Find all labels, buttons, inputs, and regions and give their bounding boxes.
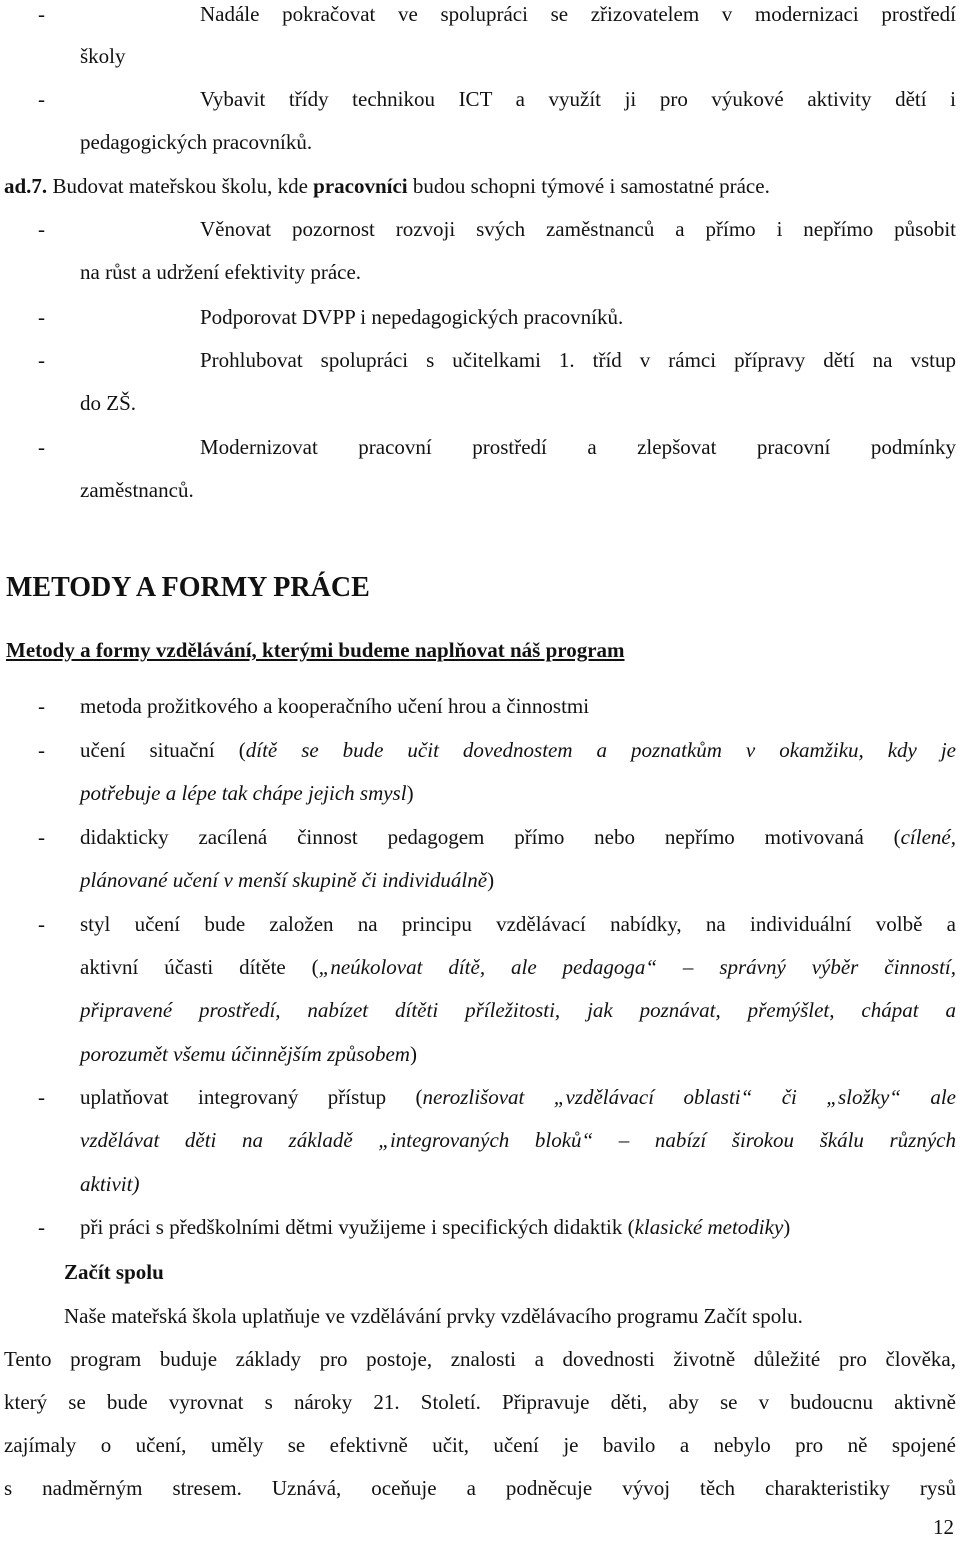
method-text-cont: aktivit)	[80, 1172, 140, 1196]
method-text-cont: připravené prostředí, nabízet dítěti příležitosti, jak poznávat, přemýšlet, chápat a	[80, 998, 956, 1022]
dash: -	[38, 1085, 45, 1109]
dash: -	[38, 217, 45, 241]
dash: -	[38, 435, 45, 459]
text-part: )	[406, 781, 414, 805]
ad7-item-text: Modernizovat pracovní prostředí a zlepšovat pracovní podmínky	[200, 435, 956, 459]
dash: -	[38, 1215, 45, 1239]
paragraph-line: který se bude vyrovnat s nároky 21. Století. Připravuje děti, aby se v budoucnu aktivně	[4, 1390, 956, 1414]
text-part: při práci s předškolními dětmi využijeme i specifických didaktik (	[80, 1215, 635, 1239]
ad7-item-text-cont: na růst a udržení efektivity práce.	[80, 260, 362, 284]
dash: -	[38, 825, 45, 849]
text-part: učení situační (	[80, 738, 246, 762]
ad7-item-text: Věnovat pozornost rozvoji svých zaměstnanců a přímo i nepřímo působit	[200, 217, 956, 241]
dash: -	[38, 305, 45, 329]
text-part: )	[487, 868, 495, 892]
goal-text-cont: školy	[80, 44, 126, 68]
goal-text: Nadále pokračovat ve spolupráci se zřizovatelem v modernizaci prostředí	[200, 2, 956, 26]
text-part-italic: potřebuje a lépe tak chápe jejich smysl	[80, 781, 407, 805]
dash: -	[38, 2, 45, 26]
text-part-italic: dítě se bude učit dovednostem a poznatkům v okamžiku, kdy je	[245, 738, 956, 762]
zacit-spolu-heading: Začít spolu	[64, 1260, 164, 1284]
page-number: 12	[933, 1515, 954, 1539]
ad7-number: ad.7.	[4, 174, 48, 198]
goal-text: Vybavit třídy technikou ICT a využít ji pro výukové aktivity dětí i	[200, 87, 956, 111]
method-text: styl učení bude založen na principu vzdělávací nabídky, na individuální volbě a	[80, 912, 956, 936]
text-part: didakticky zacílená činnost pedagogem přímo nebo nepřímo motivovaná (	[80, 825, 901, 849]
ad7-item-text-cont: do ZŠ.	[80, 391, 137, 415]
text-part: aktivní účasti dítěte (	[80, 955, 319, 979]
method-text-cont	[80, 953, 956, 981]
ad7-text-pre: Budovat mateřskou školu, kde	[52, 174, 308, 198]
text-part: )	[409, 1042, 417, 1066]
method-text	[80, 1083, 956, 1111]
paragraph-line: s nadměrným stresem. Uznává, oceňuje a podněcuje vývoj těch charakteristiky rysů	[4, 1476, 956, 1500]
text-part: uplatňovat integrovaný přístup (	[80, 1085, 423, 1109]
method-text	[80, 736, 956, 764]
method-text: metoda prožitkového a kooperačního učení hrou a činnostmi	[80, 694, 590, 718]
text-part-italic: klasické metodiky	[634, 1215, 784, 1239]
text-part-italic: porozumět všemu účinnějším způsobem	[80, 1042, 410, 1066]
dash: -	[38, 738, 45, 762]
ad7-item-text-cont: zaměstnanců.	[80, 478, 194, 502]
section-subtitle: Metody a formy vzdělávání, kterými budeme naplňovat náš program	[6, 638, 625, 662]
text-part-italic: cílené,	[900, 825, 956, 849]
method-text	[80, 823, 956, 851]
ad7-item-text: Podporovat DVPP i nepedagogických pracovníků.	[200, 305, 624, 329]
paragraph-line: zajímaly o učení, uměly se efektivně učit, učení je bavilo a nebylo pro ně spojené	[4, 1433, 956, 1457]
method-text-cont	[80, 866, 494, 894]
method-text	[80, 1213, 790, 1241]
dash: -	[38, 87, 45, 111]
dash: -	[38, 694, 45, 718]
text-part-italic: nerozlišovat „vzdělávací oblasti“ či „složky“ ale	[422, 1085, 957, 1109]
text-part-italic: plánované učení v menší skupině či individuálně	[80, 868, 488, 892]
section-title: METODY A FORMY PRÁCE	[6, 572, 370, 603]
dash: -	[38, 912, 45, 936]
dash: -	[38, 348, 45, 372]
ad7-text-post: budou schopni týmové i samostatné práce.	[412, 174, 770, 198]
paragraph-line: Naše mateřská škola uplatňuje ve vzdělávání prvky vzdělávacího programu Začít spolu.	[64, 1304, 803, 1328]
paragraph-line: Tento program buduje základy pro postoje, znalosti a dovednosti životně důležité pro člověka,	[4, 1347, 956, 1371]
method-text-cont: vzdělávat děti na základě „integrovaných bloků“ – nabízí širokou škálu různých	[80, 1128, 956, 1152]
goal-text-cont: pedagogických pracovníků.	[80, 130, 313, 154]
text-part-italic: „neúkolovat dítě, ale pedagoga“ – správný výběr činností,	[318, 955, 956, 979]
ad7-heading	[4, 172, 960, 200]
ad7-item-text: Prohlubovat spolupráci s učitelkami 1. tříd v rámci přípravy dětí na vstup	[200, 348, 956, 372]
method-text-cont	[80, 1040, 417, 1068]
method-text-cont	[80, 779, 414, 807]
ad7-text-bold: pracovníci	[313, 174, 408, 198]
text-part: )	[783, 1215, 791, 1239]
